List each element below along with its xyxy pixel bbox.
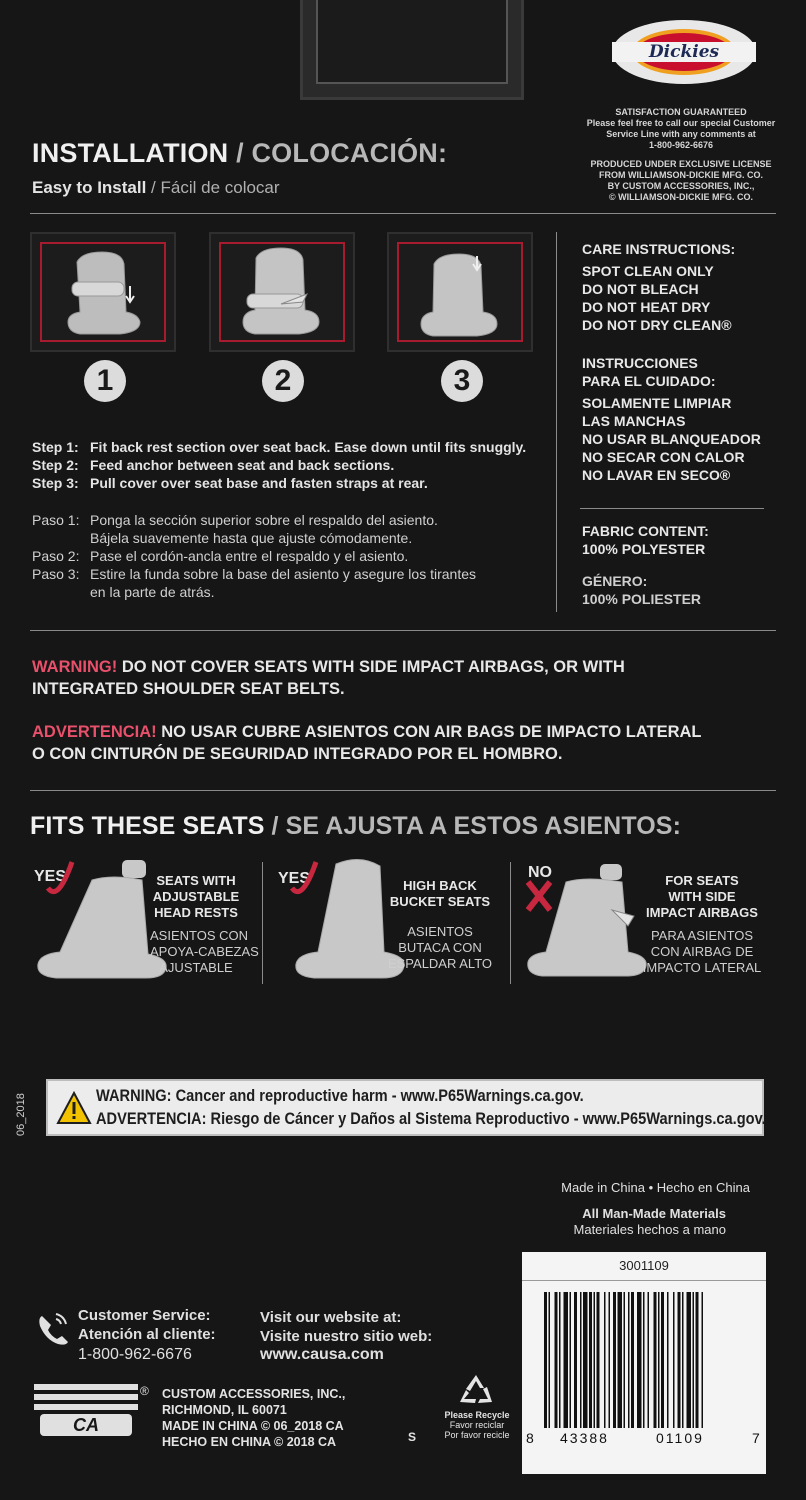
p65-line-en: WARNING: Cancer and reproductive harm - www.P65Warnings.ca.gov. (96, 1086, 584, 1105)
barcode-bar (673, 1292, 675, 1428)
website-url: www.causa.com (260, 1346, 384, 1363)
genero-title: GÉNERO: (582, 573, 648, 589)
seat-icon (389, 234, 531, 350)
step-row: Step 3: Pull cover over seat base and fasten straps at rear. (32, 475, 428, 491)
step-2-illustration (209, 232, 355, 352)
warning-triangle-icon (56, 1091, 92, 1125)
barcode-bar (631, 1292, 634, 1428)
step-row: Step 1: Fit back rest section over seat back. Ease down until fits snuggly. (32, 439, 527, 455)
divider (580, 508, 764, 509)
divider (510, 862, 511, 984)
barcode-bar (583, 1292, 588, 1428)
barcode-bar (613, 1292, 616, 1428)
barcode-bar (549, 1292, 551, 1428)
barcode-bar (570, 1292, 572, 1428)
barcode-bar (618, 1292, 623, 1428)
divider (30, 213, 776, 214)
barcode-bar (648, 1292, 650, 1428)
ca-logo: CA (34, 1384, 138, 1444)
materials-en: All Man-Made Materials (582, 1206, 726, 1221)
step-row: en la parte de atrás. (90, 584, 215, 600)
recycle-icon (456, 1372, 496, 1408)
barcode-bar (555, 1292, 558, 1428)
package-back: Dickies SATISFACTION GUARANTEED Please feel free to call our special Customer Service Line with any comments at 1-800-962-6676 PRODUCED UNDER EXCLUSIVE LICENSE FROM WILLIAMSON-DICKIE MFG. CO. BY CUSTOM ACCESSORIES, INC., © WILLIAMSON-DICKIE MFG. CO. INSTALLATION / COLOCACIÓN: Easy to Install / Fácil de colocar 1 2 3 Step 1: Fit back rest section over seat back. Ease down until fits snuggly. Step 2: Feed anchor between seat and back sections. Step 3: Pull cover over seat base and fasten straps at rear. Paso 1: Ponga la sección superior sobre el respaldo del asiento. Bájela suavemente hasta que ajuste cómodamente. Paso 2: Pase el cordón-ancla entre el respaldo y el asiento. Paso 3: Estire la funda sobre la base del asiento y asegure los tirantes en la parte de atrás. CARE INSTRUCTIONS: SPOT CLEAN ONLY DO NOT BLEACH DO NOT HEAT DRY DO NOT DRY CLEAN® INSTRUCCIONES PARA EL CUIDADO: SOLAMENTE LIMPIAR LAS MANCHAS NO USAR BLANQUEADOR NO SECAR CON CALOR NO LAVAR EN SECO® FABRIC CONTENT: 100% POLYESTER GÉNERO: 100% POLIESTER WARNING! DO NOT COVER SEATS WITH SIDE IMPACT AIRBAGS, OR WITH INTEGRATED SHOULDER SEAT BELTS. ADVERTENCIA! NO USAR CUBRE ASIENTOS CON AIR BAGS DE IMPACTO LATERAL O CON CINTURÓN DE SEGURIDAD INTEGRADO POR EL HOMBRO. FITS THESE SEATS / SE AJUSTA A ESTOS ASIENTOS: YES YES NO SEATS WITH ADJUSTABLE HEAD RESTS ASIENTOS CON APOYA-CABEZAS AJUSTABLE HIGH BACK BUCKET SEATS ASIENTOS BUTACA CON ESPALDAR ALTO FOR SEATS WITH SIDE IMPACT AIRBAGS PARA ASIENTOS CON AIRBAG DE IMPACTO LATERAL 06_2018 WARNING: Cancer and reproductive harm - www.P65Warnings.ca.gov. ADVERTENCIA: Riesgo de Cáncer y Daños al Sistema Reproductivo - www.P65Warnings.ca.gov. Made in China • Hecho en China All Man-Made Materials Materiales hechos a mano 3001109 8 43388 01109 7 Customer Service: Atención al cliente: 1-800-962-6676 Visit our website at: Visite nuestro sitio web: www.causa.com CA ® CUSTOM ACCESSORIES, INC., RICHMOND, IL 60071 MADE IN CHINA © 06_2018 CA HECHO EN CHINA © 2018 CA S Please Recycle Favor reciclar Por favor recicle (0, 0, 806, 1500)
step-number-1: 1 (84, 360, 126, 402)
x-icon (528, 882, 550, 910)
step-row: Bájela suavemente hasta que ajuste cómodamente. (90, 530, 413, 546)
care-title: CARE INSTRUCTIONS: (582, 241, 736, 257)
divider (262, 862, 263, 984)
date-code: 06_2018 (15, 1093, 27, 1136)
barcode-bar (658, 1292, 660, 1428)
installation-title: INSTALLATION / COLOCACIÓN: (32, 138, 448, 168)
customer-service-es: Atención al cliente: (78, 1326, 216, 1343)
care-item-es: NO USAR BLANQUEADOR (582, 431, 761, 447)
seat-icon (32, 234, 174, 350)
website-label-es: Visite nuestro sitio web: (260, 1328, 433, 1345)
barcode-panel (522, 1252, 766, 1474)
barcode-bar (589, 1292, 592, 1428)
registered-mark: ® (140, 1384, 149, 1398)
steps-english (32, 438, 526, 492)
customer-service-en: Customer Service: (78, 1307, 211, 1324)
barcode-bar (693, 1292, 695, 1428)
step-number-3: 3 (441, 360, 483, 402)
seat-icon (38, 860, 166, 978)
barcode-bar (580, 1292, 582, 1428)
barcode-bar (637, 1292, 642, 1428)
care-item-es: NO SECAR CON CALOR (582, 449, 745, 465)
divider (30, 630, 776, 631)
care-item: DO NOT HEAT DRY (582, 299, 711, 315)
hang-tab-slot (316, 0, 508, 84)
yes-label: YES (278, 870, 311, 887)
website-label-en: Visit our website at: (260, 1309, 402, 1326)
step-row: Paso 3: Estire la funda sobre la base del asiento y asegure los tirantes (32, 566, 477, 582)
barcode-bar (643, 1292, 645, 1428)
warning-en-line2: INTEGRATED SHOULDER SEAT BELTS. (32, 680, 345, 698)
barcode-bar (574, 1292, 577, 1428)
care-item-es: SOLAMENTE LIMPIAR (582, 395, 732, 411)
barcode-bar (678, 1292, 681, 1428)
fabric-title: FABRIC CONTENT: (582, 523, 709, 539)
yes-label: YES (34, 868, 67, 885)
barcode-bar (682, 1292, 684, 1428)
barcode-bar (544, 1292, 547, 1428)
barcode-bar (594, 1292, 596, 1428)
genero-value: 100% POLIESTER (582, 591, 702, 607)
recycle-text: Please Recycle Favor reciclar Por favor recicle (444, 1410, 510, 1440)
item-number: 3001109 (619, 1258, 669, 1273)
barcode-bar (696, 1292, 699, 1428)
care-item: DO NOT DRY CLEAN® (582, 317, 732, 333)
p65-warning-box (46, 1079, 764, 1136)
care-title-es: INSTRUCCIONES (582, 355, 698, 371)
step-3-illustration (387, 232, 533, 352)
fits-title: FITS THESE SEATS / SE AJUSTA A ESTOS ASIENTOS: (30, 812, 682, 840)
steps-spanish (32, 511, 476, 601)
warning-es-line2: O CON CINTURÓN DE SEGURIDAD INTEGRADO POR EL HOMBRO. (32, 745, 563, 763)
step-1-illustration (30, 232, 176, 352)
step-row: Step 2: Feed anchor between seat and back sections. (32, 457, 395, 473)
care-item-es: LAS MANCHAS (582, 413, 686, 429)
barcode-bar (628, 1292, 630, 1428)
dickies-logo: Dickies (612, 20, 756, 84)
barcode-bar (702, 1292, 704, 1428)
barcode-bar (559, 1292, 561, 1428)
check-icon (292, 862, 316, 892)
divider (556, 232, 557, 612)
care-title-es: PARA EL CUIDADO: (582, 373, 716, 389)
seat-icon (211, 234, 353, 350)
barcode-bar (661, 1292, 664, 1428)
made-in: Made in China • Hecho en China (561, 1180, 750, 1195)
installation-subtitle: Easy to Install / Fácil de colocar (32, 178, 280, 197)
step-row: Paso 2: Pase el cordón-ancla entre el respaldo y el asiento. (32, 548, 409, 564)
barcode-digit: 7 (752, 1430, 760, 1446)
care-item-es: NO LAVAR EN SECO® (582, 467, 731, 483)
seat-icon (528, 864, 646, 976)
care-item: DO NOT BLEACH (582, 281, 699, 297)
barcode-digit: 8 (526, 1430, 534, 1446)
fabric-value: 100% POLYESTER (582, 541, 706, 557)
barcode-bar (667, 1292, 669, 1428)
warning-es: ADVERTENCIA! NO USAR CUBRE ASIENTOS CON AIR BAGS DE IMPACTO LATERAL (32, 723, 702, 741)
barcode-bar (564, 1292, 569, 1428)
warning-en: WARNING! DO NOT COVER SEATS WITH SIDE IMPACT AIRBAGS, OR WITH (32, 658, 625, 676)
barcode-bar (654, 1292, 657, 1428)
phone-number: 1-800-962-6676 (78, 1346, 192, 1363)
barcode-bar (624, 1292, 626, 1428)
step-number-2: 2 (262, 360, 304, 402)
no-label: NO (528, 864, 552, 881)
barcode-digits-right: 01109 (656, 1430, 704, 1446)
check-icon (48, 862, 72, 892)
materials-es: Materiales hechos a mano (573, 1222, 726, 1237)
care-item: SPOT CLEAN ONLY (582, 263, 714, 279)
p65-line-es: ADVERTENCIA: Riesgo de Cáncer y Daños al Sistema Reproductivo - www.P65Warnings.ca.gov. (96, 1109, 766, 1128)
barcode (544, 1292, 748, 1428)
barcode-bar (604, 1292, 606, 1428)
s-mark: S (408, 1430, 417, 1444)
phone-icon (34, 1310, 70, 1346)
manufacturer-address: CUSTOM ACCESSORIES, INC., RICHMOND, IL 60071 MADE IN CHINA © 06_2018 CA HECHO EN CHINA © 2018 CA (162, 1387, 346, 1449)
step-row: Paso 1: Ponga la sección superior sobre el respaldo del asiento. (32, 512, 438, 528)
barcode-digits-left: 43388 (560, 1430, 609, 1446)
barcode-bar (687, 1292, 692, 1428)
divider (30, 790, 776, 791)
barcode-bar (609, 1292, 611, 1428)
barcode-bar (597, 1292, 600, 1428)
